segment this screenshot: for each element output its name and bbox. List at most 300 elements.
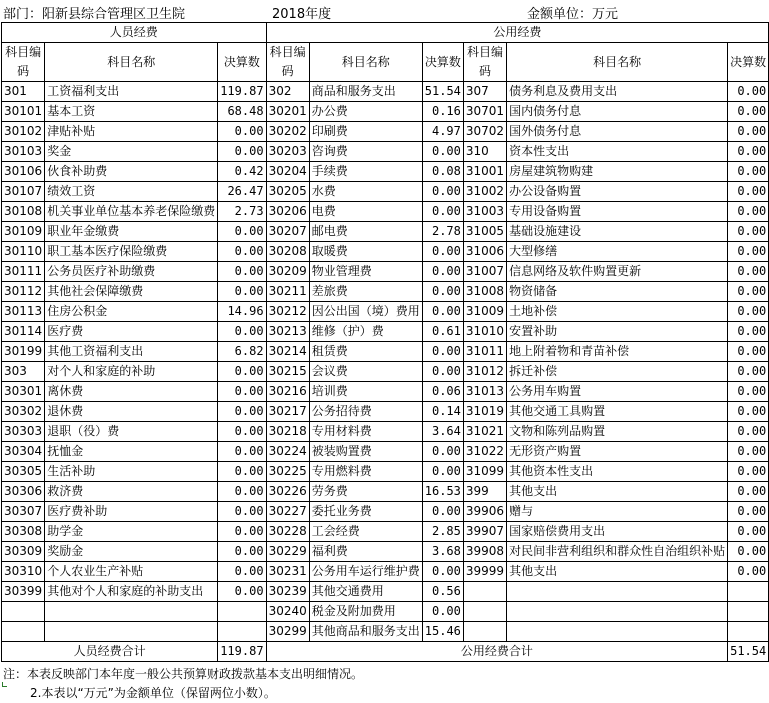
subject-amount: 0.00 <box>728 242 769 262</box>
subject-name: 公务用车运行维护费 <box>309 562 422 582</box>
subject-code: 30113 <box>2 302 45 322</box>
subject-code: 30310 <box>2 562 45 582</box>
subject-amount: 0.00 <box>728 522 769 542</box>
subject-code: 31021 <box>463 422 506 442</box>
subject-code: 30206 <box>266 202 309 222</box>
subject-amount: 0.00 <box>218 442 266 462</box>
subject-amount: 0.00 <box>218 262 266 282</box>
subject-amount: 0.00 <box>728 542 769 562</box>
column-header-name: 科目名称 <box>507 43 728 82</box>
totals-row <box>2 642 769 662</box>
subject-amount: 0.00 <box>728 502 769 522</box>
subject-name: 咨询费 <box>309 142 422 162</box>
subject-code: 31013 <box>463 382 506 402</box>
subject-name: 奖励金 <box>45 542 218 562</box>
subject-amount: 0.00 <box>422 182 463 202</box>
subject-code: 30308 <box>2 522 45 542</box>
subject-code: 39906 <box>463 502 506 522</box>
subject-amount: 0.00 <box>218 502 266 522</box>
table-row <box>2 182 769 202</box>
subject-code: 30215 <box>266 362 309 382</box>
subject-code: 30214 <box>266 342 309 362</box>
table-row <box>2 622 769 642</box>
subject-code: 31008 <box>463 282 506 302</box>
subject-amount: 0.00 <box>218 422 266 442</box>
column-header-code: 科目编码 <box>2 43 45 82</box>
subject-name: 劳务费 <box>309 482 422 502</box>
subject-amount: 0.00 <box>218 222 266 242</box>
subject-code: 310 <box>463 142 506 162</box>
section-personnel: 人员经费 <box>2 23 267 43</box>
subject-code: 30240 <box>266 602 309 622</box>
subject-code: 307 <box>463 82 506 102</box>
subject-amount: 0.14 <box>422 402 463 422</box>
subject-code: 30304 <box>2 442 45 462</box>
subject-name: 拆迁补偿 <box>507 362 728 382</box>
subject-amount: 0.00 <box>728 562 769 582</box>
subject-name: 专用材料费 <box>309 422 422 442</box>
subject-name: 债务利息及费用支出 <box>507 82 728 102</box>
subject-name: 基础设施建设 <box>507 222 728 242</box>
subject-amount: 16.53 <box>422 482 463 502</box>
subject-code: 30299 <box>266 622 309 642</box>
subject-name: 其他交通工具购置 <box>507 402 728 422</box>
subject-amount: 4.97 <box>422 122 463 142</box>
subject-name: 个人农业生产补贴 <box>45 562 218 582</box>
subject-name: 安置补助 <box>507 322 728 342</box>
subject-name: 离休费 <box>45 382 218 402</box>
subject-amount: 119.87 <box>218 82 266 102</box>
subject-amount: 0.00 <box>422 202 463 222</box>
subject-code: 30231 <box>266 562 309 582</box>
subject-code: 30103 <box>2 142 45 162</box>
table-row <box>2 262 769 282</box>
table-row <box>2 222 769 242</box>
subject-name: 基本工资 <box>45 102 218 122</box>
subject-amount: 0.00 <box>422 462 463 482</box>
subject-amount: 0.00 <box>422 302 463 322</box>
subject-code: 31009 <box>463 302 506 322</box>
subject-amount: 0.00 <box>218 402 266 422</box>
subject-code: 30309 <box>2 542 45 562</box>
subject-name: 文物和陈列品购置 <box>507 422 728 442</box>
subject-code: 30212 <box>266 302 309 322</box>
subject-code: 30202 <box>266 122 309 142</box>
subject-code: 30208 <box>266 242 309 262</box>
table-row <box>2 502 769 522</box>
subject-name: 国内债务付息 <box>507 102 728 122</box>
subject-name: 其他支出 <box>507 482 728 502</box>
subject-name: 印刷费 <box>309 122 422 142</box>
empty-cell <box>45 602 218 622</box>
subject-name: 其他交通费用 <box>309 582 422 602</box>
empty-cell <box>728 602 769 622</box>
table-row <box>2 122 769 142</box>
subject-code: 31006 <box>463 242 506 262</box>
subject-name: 工资福利支出 <box>45 82 218 102</box>
subject-amount: 68.48 <box>218 102 266 122</box>
subject-code: 31003 <box>463 202 506 222</box>
subject-name: 对民间非营利组织和群众性自治组织补贴 <box>507 542 728 562</box>
subject-amount: 0.00 <box>422 442 463 462</box>
subject-name: 退休费 <box>45 402 218 422</box>
subject-name: 其他对个人和家庭的补助支出 <box>45 582 218 602</box>
empty-cell <box>45 622 218 642</box>
subject-name: 专用设备购置 <box>507 202 728 222</box>
empty-cell <box>218 602 266 622</box>
subject-code: 30112 <box>2 282 45 302</box>
subject-name: 办公费 <box>309 102 422 122</box>
subject-name: 医疗费 <box>45 322 218 342</box>
subject-name: 因公出国（境）费用 <box>309 302 422 322</box>
subject-amount: 0.06 <box>422 382 463 402</box>
subject-amount: 0.00 <box>218 282 266 302</box>
column-header-code: 科目编码 <box>463 43 506 82</box>
subject-name: 抚恤金 <box>45 442 218 462</box>
report-header <box>0 0 637 22</box>
subject-amount: 0.00 <box>728 262 769 282</box>
subject-amount: 0.00 <box>728 342 769 362</box>
table-row <box>2 582 769 602</box>
subject-name: 伙食补助费 <box>45 162 218 182</box>
subject-name: 其他资本性支出 <box>507 462 728 482</box>
subject-name: 差旅费 <box>309 282 422 302</box>
subject-amount: 0.00 <box>728 422 769 442</box>
subject-amount: 0.00 <box>218 482 266 502</box>
subject-amount: 0.00 <box>422 142 463 162</box>
subject-name: 退职（役）费 <box>45 422 218 442</box>
subject-name: 信息网络及软件购置更新 <box>507 262 728 282</box>
column-header-name: 科目名称 <box>309 43 422 82</box>
table-row <box>2 342 769 362</box>
subject-code: 30239 <box>266 582 309 602</box>
table-row <box>2 482 769 502</box>
subject-amount: 0.00 <box>218 382 266 402</box>
empty-cell <box>2 622 45 642</box>
subject-amount: 0.00 <box>728 382 769 402</box>
subject-amount: 3.68 <box>422 542 463 562</box>
subject-code: 30203 <box>266 142 309 162</box>
subject-name: 无形资产购置 <box>507 442 728 462</box>
fiscal-year: 2018年度 <box>272 7 332 22</box>
subject-amount: 51.54 <box>422 82 463 102</box>
table-row <box>2 242 769 262</box>
subject-code: 31012 <box>463 362 506 382</box>
subject-amount: 0.00 <box>728 162 769 182</box>
subject-code: 30302 <box>2 402 45 422</box>
empty-cell <box>507 622 728 642</box>
subject-code: 39907 <box>463 522 506 542</box>
subject-amount: 2.78 <box>422 222 463 242</box>
section-public: 公用经费 <box>266 23 769 43</box>
subject-name: 对个人和家庭的补助 <box>45 362 218 382</box>
subject-amount: 0.61 <box>422 322 463 342</box>
personnel-total-label: 人员经费合计 <box>2 642 218 662</box>
subject-code: 30204 <box>266 162 309 182</box>
table-row <box>2 462 769 482</box>
subject-code: 30307 <box>2 502 45 522</box>
empty-cell <box>2 602 45 622</box>
empty-cell <box>463 602 506 622</box>
subject-code: 30205 <box>266 182 309 202</box>
table-row <box>2 522 769 542</box>
subject-amount: 3.64 <box>422 422 463 442</box>
subject-name: 奖金 <box>45 142 218 162</box>
subject-name: 住房公积金 <box>45 302 218 322</box>
subject-amount: 0.00 <box>728 462 769 482</box>
subject-amount: 0.00 <box>218 522 266 542</box>
subject-code: 30207 <box>266 222 309 242</box>
subject-name: 邮电费 <box>309 222 422 242</box>
subject-name: 被装购置费 <box>309 442 422 462</box>
subject-amount: 0.00 <box>728 442 769 462</box>
subject-code: 303 <box>2 362 45 382</box>
public-total-label: 公用经费合计 <box>266 642 728 662</box>
subject-code: 30226 <box>266 482 309 502</box>
subject-amount: 2.85 <box>422 522 463 542</box>
subject-code: 30228 <box>266 522 309 542</box>
subject-amount: 0.00 <box>218 242 266 262</box>
subject-code: 31022 <box>463 442 506 462</box>
subject-amount: 0.00 <box>218 582 266 602</box>
subject-amount: 26.47 <box>218 182 266 202</box>
subject-name: 物资储备 <box>507 282 728 302</box>
subject-amount: 0.00 <box>728 322 769 342</box>
empty-cell <box>507 582 728 602</box>
subject-name: 其他社会保障缴费 <box>45 282 218 302</box>
table-row <box>2 302 769 322</box>
subject-name: 商品和服务支出 <box>309 82 422 102</box>
subject-name: 救济费 <box>45 482 218 502</box>
subject-amount: 0.16 <box>422 102 463 122</box>
subject-amount: 0.00 <box>422 242 463 262</box>
subject-amount: 0.56 <box>422 582 463 602</box>
table-row <box>2 282 769 302</box>
subject-name: 生活补助 <box>45 462 218 482</box>
table-row <box>2 402 769 422</box>
subject-amount: 0.00 <box>422 262 463 282</box>
subject-amount: 0.00 <box>728 202 769 222</box>
subject-code: 30199 <box>2 342 45 362</box>
subject-amount: 6.82 <box>218 342 266 362</box>
subject-amount: 0.00 <box>218 322 266 342</box>
subject-amount: 0.08 <box>422 162 463 182</box>
subject-code: 31011 <box>463 342 506 362</box>
subject-name: 福利费 <box>309 542 422 562</box>
subject-name: 职业年金缴费 <box>45 222 218 242</box>
subject-amount: 14.96 <box>218 302 266 322</box>
empty-cell <box>507 602 728 622</box>
subject-amount: 0.00 <box>422 362 463 382</box>
table-row <box>2 202 769 222</box>
subject-name: 其他商品和服务支出 <box>309 622 422 642</box>
subject-code: 30301 <box>2 382 45 402</box>
subject-amount: 0.00 <box>218 462 266 482</box>
subject-code: 39999 <box>463 562 506 582</box>
subject-name: 赠与 <box>507 502 728 522</box>
subject-code: 30211 <box>266 282 309 302</box>
subject-name: 维修（护）费 <box>309 322 422 342</box>
subject-name: 助学金 <box>45 522 218 542</box>
subject-code: 30101 <box>2 102 45 122</box>
note-line-1: 注：本表反映部门本年度一般公共预算财政拨款基本支出明细情况。 <box>3 667 364 681</box>
subject-code: 30114 <box>2 322 45 342</box>
subject-code: 30106 <box>2 162 45 182</box>
empty-cell <box>728 622 769 642</box>
subject-name: 公务招待费 <box>309 402 422 422</box>
subject-code: 30306 <box>2 482 45 502</box>
subject-amount: 0.00 <box>728 122 769 142</box>
subject-code: 30216 <box>266 382 309 402</box>
subject-amount: 0.00 <box>728 82 769 102</box>
subject-name: 资本性支出 <box>507 142 728 162</box>
subject-code: 302 <box>266 82 309 102</box>
subject-code: 30702 <box>463 122 506 142</box>
amount-unit: 金额单位：万元 <box>527 7 619 22</box>
subject-code: 30227 <box>266 502 309 522</box>
empty-cell <box>218 622 266 642</box>
subject-amount: 0.00 <box>218 122 266 142</box>
cell-marker <box>2 682 7 687</box>
subject-name: 办公设备购置 <box>507 182 728 202</box>
empty-cell <box>728 582 769 602</box>
table-row <box>2 102 769 122</box>
subject-code: 30107 <box>2 182 45 202</box>
table-row <box>2 442 769 462</box>
subject-name: 大型修缮 <box>507 242 728 262</box>
empty-cell <box>463 622 506 642</box>
subject-code: 30102 <box>2 122 45 142</box>
subject-code: 31005 <box>463 222 506 242</box>
subject-name: 租赁费 <box>309 342 422 362</box>
subject-name: 会议费 <box>309 362 422 382</box>
subject-amount: 0.00 <box>728 402 769 422</box>
subject-code: 30399 <box>2 582 45 602</box>
subject-name: 国外债务付息 <box>507 122 728 142</box>
table-row <box>2 422 769 442</box>
subject-code: 39908 <box>463 542 506 562</box>
empty-cell <box>463 582 506 602</box>
subject-code: 30217 <box>266 402 309 422</box>
subject-name: 津贴补贴 <box>45 122 218 142</box>
subject-name: 房屋建筑物购建 <box>507 162 728 182</box>
subject-name: 公务用车购置 <box>507 382 728 402</box>
subject-code: 30701 <box>463 102 506 122</box>
subject-code: 30218 <box>266 422 309 442</box>
note-line-2: 2.本表以“万元”为金额单位（保留两位小数）。 <box>30 686 276 700</box>
subject-name: 物业管理费 <box>309 262 422 282</box>
subject-code: 30110 <box>2 242 45 262</box>
subject-code: 31019 <box>463 402 506 422</box>
subject-amount: 0.00 <box>728 182 769 202</box>
subject-code: 30229 <box>266 542 309 562</box>
subject-name: 工会经费 <box>309 522 422 542</box>
subject-amount: 0.00 <box>728 482 769 502</box>
subject-amount: 0.00 <box>422 562 463 582</box>
subject-amount: 0.42 <box>218 162 266 182</box>
subject-name: 职工基本医疗保险缴费 <box>45 242 218 262</box>
subject-code: 301 <box>2 82 45 102</box>
subject-code: 30201 <box>266 102 309 122</box>
subject-amount: 0.00 <box>218 142 266 162</box>
subject-code: 30225 <box>266 462 309 482</box>
subject-name: 公务员医疗补助缴费 <box>45 262 218 282</box>
subject-amount: 0.00 <box>422 502 463 522</box>
subject-amount: 0.00 <box>422 342 463 362</box>
subject-code: 31002 <box>463 182 506 202</box>
subject-amount: 15.46 <box>422 622 463 642</box>
subject-name: 税金及附加费用 <box>309 602 422 622</box>
subject-code: 31010 <box>463 322 506 342</box>
subject-amount: 0.00 <box>728 222 769 242</box>
expenditure-table <box>1 22 769 662</box>
subject-name: 电费 <box>309 202 422 222</box>
subject-name: 手续费 <box>309 162 422 182</box>
subject-amount: 0.00 <box>422 282 463 302</box>
subject-name: 培训费 <box>309 382 422 402</box>
subject-name: 机关事业单位基本养老保险缴费 <box>45 202 218 222</box>
subject-name: 其他支出 <box>507 562 728 582</box>
subject-name: 绩效工资 <box>45 182 218 202</box>
subject-code: 30108 <box>2 202 45 222</box>
subject-amount: 0.00 <box>728 362 769 382</box>
table-row <box>2 542 769 562</box>
public-total-value: 51.54 <box>728 642 769 662</box>
subject-code: 31099 <box>463 462 506 482</box>
table-row <box>2 82 769 102</box>
subject-amount: 0.00 <box>218 562 266 582</box>
subject-code: 30213 <box>266 322 309 342</box>
subject-amount: 0.00 <box>422 602 463 622</box>
subject-code: 399 <box>463 482 506 502</box>
subject-code: 30111 <box>2 262 45 282</box>
subject-amount: 0.00 <box>218 542 266 562</box>
subject-amount: 0.00 <box>728 302 769 322</box>
column-header-amount: 决算数 <box>728 43 769 82</box>
subject-amount: 0.00 <box>218 362 266 382</box>
subject-code: 31001 <box>463 162 506 182</box>
table-row <box>2 362 769 382</box>
subject-code: 30224 <box>266 442 309 462</box>
subject-name: 水费 <box>309 182 422 202</box>
table-row <box>2 382 769 402</box>
personnel-total-value: 119.87 <box>218 642 266 662</box>
table-row <box>2 602 769 622</box>
table-row <box>2 322 769 342</box>
column-header-amount: 决算数 <box>422 43 463 82</box>
subject-name: 国家赔偿费用支出 <box>507 522 728 542</box>
subject-code: 30303 <box>2 422 45 442</box>
subject-name: 土地补偿 <box>507 302 728 322</box>
subject-name: 取暖费 <box>309 242 422 262</box>
subject-amount: 2.73 <box>218 202 266 222</box>
subject-name: 地上附着物和青苗补偿 <box>507 342 728 362</box>
subject-amount: 0.00 <box>728 142 769 162</box>
table-row <box>2 142 769 162</box>
table-row <box>2 562 769 582</box>
subject-amount: 0.00 <box>728 282 769 302</box>
subject-name: 委托业务费 <box>309 502 422 522</box>
table-row <box>2 162 769 182</box>
department-label: 部门：阳新县综合管理区卫生院 <box>3 7 186 22</box>
subject-amount: 0.00 <box>728 102 769 122</box>
subject-code: 30109 <box>2 222 45 242</box>
column-header-name: 科目名称 <box>45 43 218 82</box>
subject-code: 30209 <box>266 262 309 282</box>
column-header-amount: 决算数 <box>218 43 266 82</box>
subject-name: 专用燃料费 <box>309 462 422 482</box>
column-header-code: 科目编码 <box>266 43 309 82</box>
